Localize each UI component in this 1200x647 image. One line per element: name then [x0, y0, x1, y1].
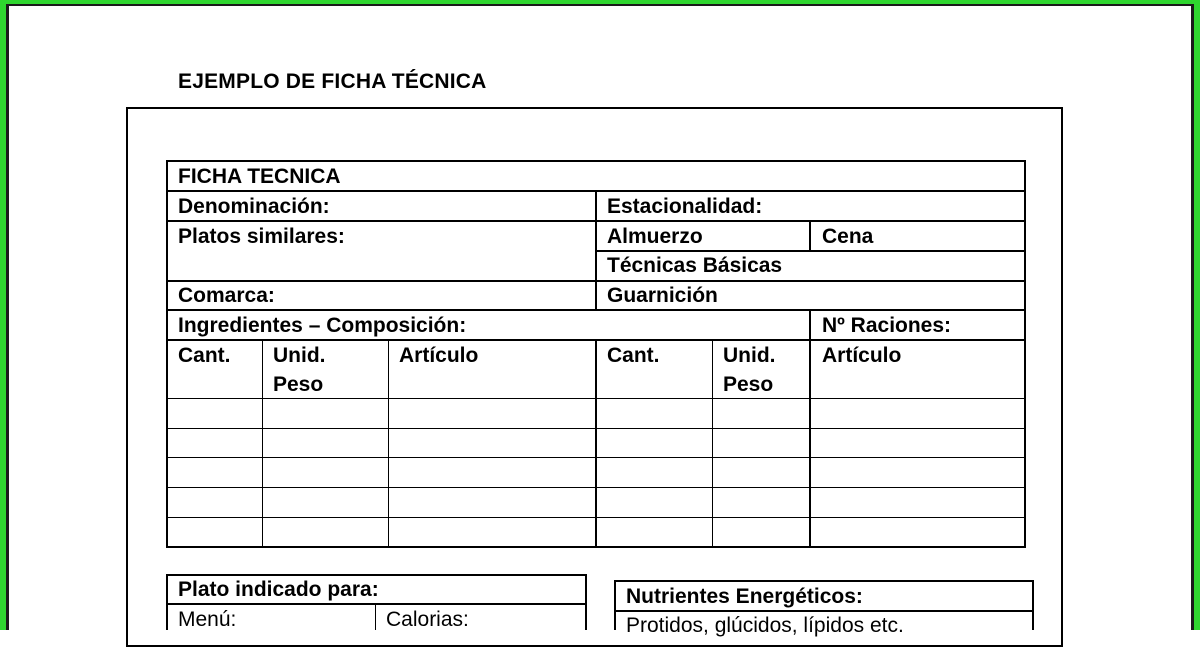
table-vline [595, 190, 597, 311]
table-vline [809, 220, 811, 251]
nutrientes-detail: Protidos, glúcidos, lípidos etc. [626, 614, 904, 637]
platos-similares-label: Platos similares: [178, 225, 345, 248]
table-hline [166, 160, 1026, 162]
column-header-articulo: Artículo [822, 344, 902, 367]
box-line [614, 580, 1034, 582]
menu-label: Menú: [178, 608, 237, 631]
table-vline [595, 339, 597, 548]
nutrientes-header: Nutrientes Energéticos: [626, 585, 863, 608]
box-line [1032, 580, 1034, 630]
table-vline [166, 160, 168, 548]
almuerzo-label: Almuerzo [607, 225, 703, 248]
raciones-label: Nº Raciones: [822, 314, 952, 337]
column-header-unid: Unid. [723, 344, 776, 367]
plato-indicado-header: Plato indicado para: [178, 578, 379, 601]
table-vline [712, 339, 713, 548]
table-vline [809, 309, 811, 548]
table-vline [1024, 160, 1026, 548]
page-title: EJEMPLO DE FICHA TÉCNICA [178, 70, 487, 93]
column-header-peso: Peso [723, 373, 774, 396]
column-header-unid: Unid. [273, 344, 326, 367]
column-header-articulo: Artículo [399, 344, 479, 367]
ficha-tecnica-header: FICHA TECNICA [178, 165, 341, 188]
box-line [375, 603, 376, 630]
column-header-cant: Cant. [178, 344, 231, 367]
table-vline [262, 339, 263, 548]
estacionalidad-label: Estacionalidad: [607, 195, 763, 218]
table-vline [388, 339, 389, 548]
tecnicas-basicas-label: Técnicas Básicas [607, 254, 783, 277]
box-line [166, 574, 168, 630]
column-header-cant: Cant. [607, 344, 660, 367]
guarnicion-label: Guarnición [607, 284, 718, 307]
comarca-label: Comarca: [178, 284, 275, 307]
denominacion-label: Denominación: [178, 195, 330, 218]
box-line [585, 574, 587, 630]
cena-label: Cena [822, 225, 874, 248]
column-header-peso: Peso [273, 373, 324, 396]
box-line [614, 580, 616, 630]
ingredientes-label: Ingredientes – Composición: [178, 314, 467, 337]
calorias-label: Calorias: [386, 608, 469, 631]
